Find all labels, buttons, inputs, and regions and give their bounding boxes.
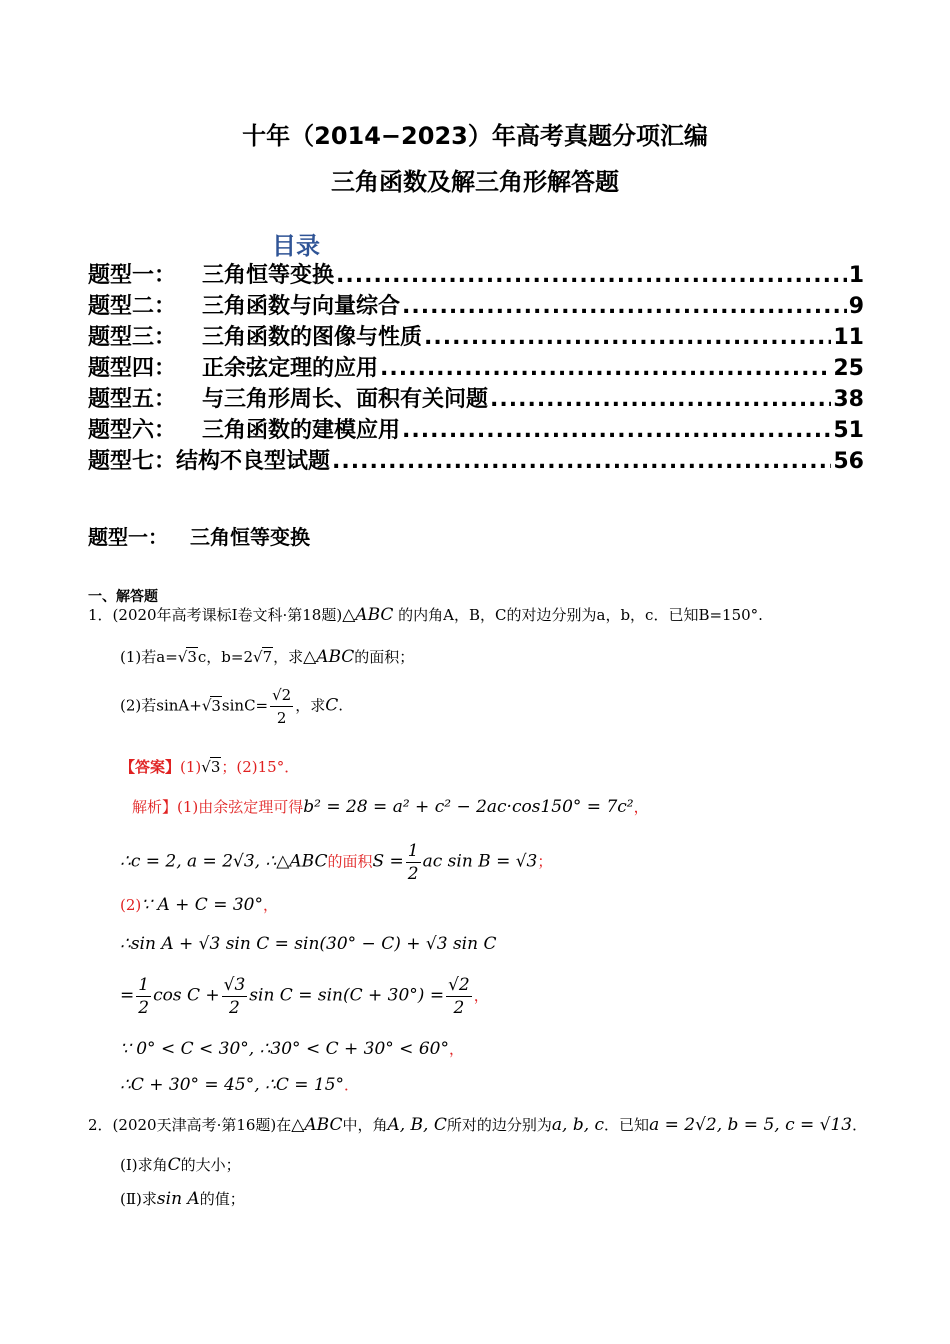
toc-leader (424, 325, 831, 350)
solution-line-4: ∴sin A + √3 sin C = sin(30° − C) + √3 sin C (120, 934, 497, 954)
toc-page-number: 1 (848, 263, 864, 288)
section-heading: 题型一： 三角恒等变换 (88, 525, 310, 549)
toc-item[interactable]: 题型二： 三角函数与向量综合 ..... 9 (88, 289, 864, 320)
toc-leader (332, 449, 831, 474)
toc-leader (402, 294, 847, 319)
problem-2-question-2: (Ⅱ)求sin A的值； (120, 1189, 245, 1209)
document-subtitle: 三角函数及解三角形解答题 (331, 168, 619, 196)
table-of-contents (88, 258, 864, 475)
toc-item[interactable]: 题型三： 三角函数的图像与性质 ..... 11 (88, 320, 864, 351)
solution-line-7: ∴C + 30° = 45°, ∴C = 15°． (120, 1075, 360, 1095)
toc-page-number: 11 (833, 325, 864, 350)
solution-line-1: 解析】(1)由余弦定理可得b² = 28 = a² + c² − 2ac·cos150° = 7c²， (132, 797, 649, 817)
solution-line-3: (2)∵ A + C = 30°， (120, 895, 279, 915)
toc-leader (380, 356, 831, 381)
problem-1-question-1: (1)若a=√3c，b=2√7，求△ABC的面积； (120, 647, 415, 667)
solution-line-2: ∴c = 2, a = 2√3, ∴△ABC的面积S = $\frac{1}{2}$ ac sin B = √3； (120, 841, 553, 884)
problem-2-question-1: (Ⅰ)求角C的大小； (120, 1155, 241, 1175)
toc-item[interactable]: 题型六： 三角函数的建模应用 ..... 51 (88, 413, 864, 444)
problem-1-question-2: (2)若sinA+√3sinC= $\frac{√2}{2}$ ，求C. (120, 686, 344, 727)
problem-1-answer: 【答案】(1)√3；(2)15°． (120, 758, 300, 776)
toc-heading: 目录 (272, 232, 320, 260)
toc-item[interactable]: 题型七：结构不良型试题 ..... 56 (88, 444, 864, 475)
toc-item[interactable]: 题型一： 三角恒等变换 ..... 1 (88, 258, 864, 289)
document-title: 十年（2014−2023）年高考真题分项汇编 (242, 122, 708, 150)
toc-item[interactable]: 题型五： 与三角形周长、面积有关问题 ..... 38 (88, 382, 864, 413)
toc-page-number: 56 (833, 449, 864, 474)
toc-page-number: 51 (833, 418, 864, 443)
toc-item[interactable]: 题型四： 正余弦定理的应用 ..... 25 (88, 351, 864, 382)
solution-line-6: ∵ 0° < C < 30°, ∴30° < C + 30° < 60°， (120, 1039, 464, 1059)
toc-page-number: 9 (848, 294, 864, 319)
toc-page-number: 38 (833, 387, 864, 412)
toc-leader (490, 387, 831, 412)
toc-leader (336, 263, 847, 288)
problem-1-stem: 1．(2020年高考课标Ⅰ卷文科·第18题)△ABC 的内角A，B，C的对边分别为a，b，c．已知B=150°. (88, 605, 763, 625)
subsection-heading: 一、解答题 (88, 589, 158, 605)
solution-line-5: = $\frac{1}{2}$ cos C + $\frac{√3}{2}$ sin C = sin(C + 30°) = $\frac{√2}{2}$ ， (120, 975, 489, 1018)
toc-page-number: 25 (833, 356, 864, 381)
toc-leader (402, 418, 831, 443)
problem-2-stem: 2．(2020天津高考·第16题)在△ABC中，角A, B, C所对的边分别为a, b, c．已知a = 2√2, b = 5, c = √13． (88, 1115, 868, 1135)
